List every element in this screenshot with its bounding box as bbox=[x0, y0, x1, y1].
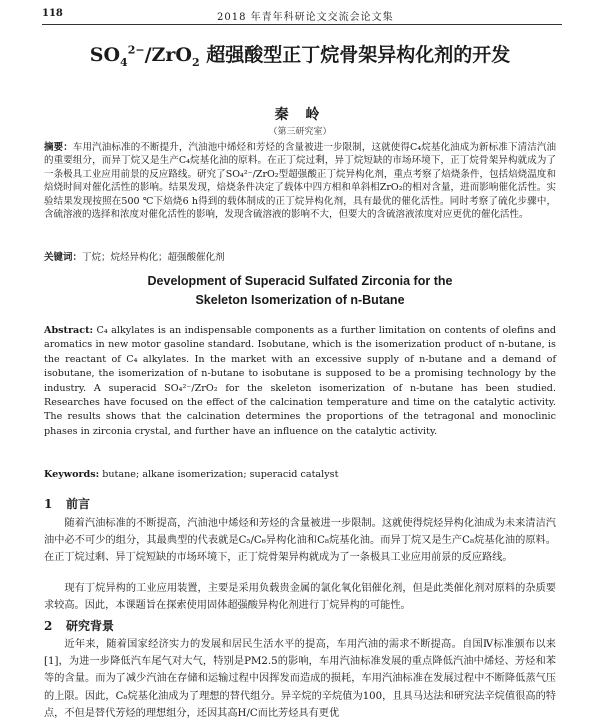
abstract-en-label: Abstract: bbox=[44, 325, 94, 336]
formula-superscript: 2− bbox=[127, 43, 145, 57]
abstract-cn-label: 摘要： bbox=[44, 142, 73, 153]
body-paragraph: 随着汽油标准的不断提高，汽油池中烯烃和芳烃的含量被进一步限制。这就使得烷烃异构化油成为未来清洁汽油中必不可少的组分，其最典型的代表就是C₅/C₆异构化油和C₈烷基化油。而异丁烷又是生产C₈烷基化油的原料。在正丁烷过剩、异丁烷短缺的市场环境下，正丁烷骨架异构就成为了一条极具工业应用前景的反应路线。 bbox=[44, 518, 556, 564]
keywords-en-text: butane; alkane isomerization; superacid catalyst bbox=[102, 469, 339, 480]
formula-so4: $SO_4^{2-}$ bbox=[89, 43, 145, 69]
keywords-cn-text: 丁烷；烷烃异构化；超强酸催化剂 bbox=[82, 252, 225, 263]
english-title bbox=[0, 272, 600, 310]
keywords-cn-label: 关键词： bbox=[44, 252, 83, 263]
section-number: 1 bbox=[44, 497, 53, 511]
affiliation: （第三研究室） bbox=[268, 127, 332, 137]
formula-subscript: 2 bbox=[191, 55, 200, 69]
running-header bbox=[42, 8, 562, 25]
formula-zro2: /ZrO$_2$ bbox=[144, 44, 200, 69]
journal-name: 2018 年青年科研论文交流会论文集 bbox=[217, 12, 394, 23]
body-paragraph: 现有丁烷异构的工业应用装置，主要是采用负载贵金属的氯化氧化铝催化剂，但是此类催化剂对原料的杂质要求较高。因此，本课题旨在探索使用固体超强酸异构化剂进行丁烷异构的可能性。 bbox=[44, 583, 556, 612]
section-heading-intro bbox=[44, 495, 90, 512]
body-paragraph: 近年来，随着国家经济实力的发展和居民生活水平的提高，车用汽油的需求不断提高。自国Ⅳ标准颁布以来[1]，为进一步降低汽车尾气对大气，特别是PM2.5的影响，车用汽油标准发展的重点降低汽油中烯烃、芳烃和苯等的含量。而为了减少汽油在存储和运输过程中因挥发而造成的损耗，车用汽油标准在发展过程中不断降低蒸气压的上限。因此，C₈烷基化油成为了理想的替代组分。异辛烷的辛烷值为100，且具马达法和研究法辛烷值很高的特点，不但是替代芳烃的理想组分，还因其高H/C而比芳烃具有更优 bbox=[44, 639, 556, 719]
author-name: 秦 岭 bbox=[274, 107, 326, 123]
section-number: 2 bbox=[44, 619, 53, 633]
keywords-en-label: Keywords: bbox=[44, 469, 100, 480]
section-heading-background bbox=[44, 617, 114, 634]
title-text: 超强酸型正丁烷骨架异构化剂的开发 bbox=[206, 44, 511, 66]
abstract-cn bbox=[44, 141, 556, 221]
paper-title bbox=[0, 40, 600, 69]
english-title-line2: Skeleton Isomerization of n-Butane bbox=[195, 293, 405, 307]
abstract-en bbox=[44, 324, 556, 439]
page-number: 118 bbox=[42, 8, 63, 19]
english-title-line1: Development of Superacid Sulfated Zirconia for the bbox=[147, 274, 453, 288]
section-title: 前言 bbox=[66, 497, 91, 511]
abstract-en-text: C₄ alkylates is an indispensable components as a further limitation on contents of olefins and aromatics in new motor gasoline standard. Isobutane, which is the isomerization product of n-butane, is the reactant of C₄ alkylates. In the market with an excessive supply of n-butane and a demand of isobutane, the isomerization of n-butane to isobutane is supposed to be a promising technology by the industry. A superacid SO₄²⁻/ZrO₂ for the skeleton isomerization of n-butane has been studied. Researches have focused on the effect of the calcination temperature and time on the catalytic activity. The results shows that the calcination determines the proportions of the tetragonal and monoclinic phases in zirconia crystal, and further have an influence on the catalytic activity. bbox=[44, 325, 556, 437]
keywords-en bbox=[44, 469, 556, 480]
section-title: 研究背景 bbox=[66, 619, 115, 633]
abstract-cn-text: 车用汽油标准的不断提升，汽油池中烯烃和芳烃的含量被进一步限制，这就使得C₄烷基化油成为新标准下清洁汽油的重要组分，而异丁烷又是生产C₄烷基化油的原料。在正丁烷过剩，异丁烷短缺的市场环境下，正丁烷骨架异构就成为了一条极具工业应用前景的反应路线。研究了SO₄²⁻/ZrO₂型超强酸正丁烷异构化剂，重点考察了焙烧条件，包括焙烧温度和焙烧时间对催化活性的影响。结果发现，焙烧条件决定了载体中四方相和单斜相ZrO₂的相对含量，进而影响催化活性。实验结果发现按照在500 ℃下焙烧6 h得到的载体制成的正丁烷异构化剂，具有最优的催化活性。同时考察了硫化步骤中，含硫溶液的选择和浓度对催化活性的影响，发现含硫溶液的影响不大，但要大的含硫溶液浓度对应更优的催化活性。 bbox=[44, 142, 556, 221]
keywords-cn bbox=[44, 249, 556, 263]
